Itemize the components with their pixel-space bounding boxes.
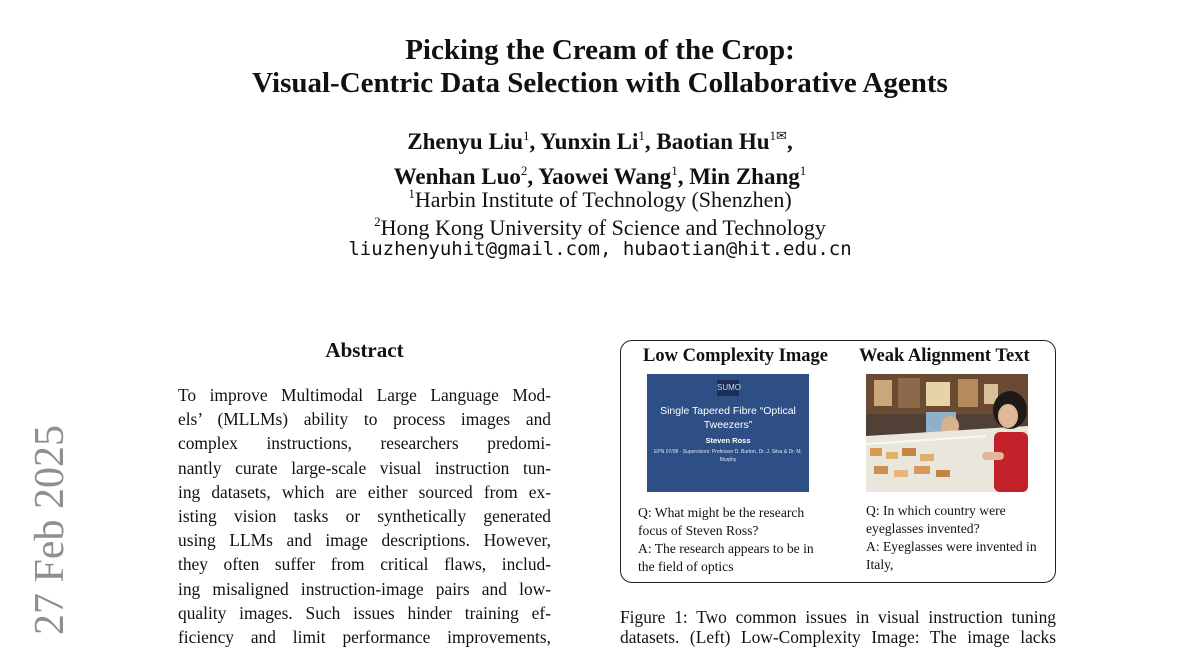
author-sup: 1	[523, 128, 530, 143]
left-panel-qa	[638, 504, 828, 576]
slide-title: Single Tapered Fibre “Optical Tweezers”	[660, 405, 796, 431]
figure-1-caption	[620, 607, 1056, 647]
affiliation-text: Harbin Institute of Technology (Shenzhen)	[414, 187, 792, 212]
paper-title	[0, 34, 1200, 100]
abstract-line: ing datasets, which are either sourced from ex-	[178, 481, 551, 502]
abstract-line: using LLMs and image descriptions. However,	[178, 530, 551, 551]
affiliation-2	[0, 208, 1200, 241]
abstract-line: ing misaligned instruction-image pairs and low-	[178, 578, 551, 599]
abstract-line: To improve Multimodal Large Language Mod-	[178, 385, 551, 405]
affiliation-text: Hong Kong University of Science and Technology	[380, 215, 826, 240]
author-name: Zhenyu Liu	[407, 129, 523, 154]
slide-small-text: EPN 07/08 · Supervisors: Professor D. Burton, Dr. J. Silva & Dr. M. Murphy	[654, 449, 802, 463]
author-sup: 1	[671, 163, 678, 178]
title-line-1: Picking the Cream of the Crop:	[405, 34, 795, 66]
left-question: Q: What might be the research focus of Steven Ross?	[638, 505, 805, 538]
left-answer: A: The research appears to be in the field of optics	[638, 541, 814, 574]
affiliation-sup: 2	[374, 214, 381, 229]
bakery-photo	[866, 374, 1028, 492]
title-line-2: Visual-Centric Data Selection with Collaborative Agents	[252, 67, 948, 99]
slide-logo: SUMO	[717, 380, 739, 396]
author-name: Wenhan Luo	[393, 164, 521, 189]
abstract-line: isting vision tasks or synthetically generated	[178, 506, 551, 527]
abstract-heading: Abstract	[325, 338, 404, 362]
author-emails[interactable]: liuzhenyuhit@gmail.com, hubaotian@hit.edu.cn	[348, 238, 852, 260]
author-name: Yaowei Wang	[538, 164, 672, 189]
author-name: Baotian Hu	[656, 129, 770, 154]
arxiv-date-text: 27 Feb 2025	[27, 425, 73, 635]
right-question: Q: In which country were eyeglasses invented?	[866, 503, 1006, 536]
affiliation-sup: 1	[408, 186, 415, 201]
abstract-line: complex instructions, researchers predomi-	[178, 433, 551, 454]
abstract-line: they often suffer from critical flaws, includ-	[178, 554, 551, 575]
abstract-body	[178, 383, 551, 649]
author-sup: 2	[520, 163, 528, 178]
author-line-1: Zhenyu Liu$^1$, Yunxin Li$^1$, Baotian $Hu^{1✉}$,	[407, 128, 793, 154]
author-sup: 1	[799, 163, 807, 178]
abstract-line: els’ (MLLMs) ability to process images and	[178, 409, 551, 430]
author-sup: 1✉	[769, 128, 787, 143]
author-name: Yunxin Li	[540, 129, 639, 154]
author-sup: 1	[638, 128, 645, 143]
right-panel-qa	[866, 502, 1046, 574]
caption-line: datasets. (Left) Low-Complexity Image: The image lacks	[620, 627, 1056, 647]
bakery-scene-illustration	[866, 374, 1028, 492]
arxiv-date-stamp	[0, 425, 100, 635]
right-answer: A: Eyeglasses were invented in Italy,	[866, 539, 1037, 572]
author-name: Min Zhang	[689, 164, 800, 189]
slide-presenter: Steven Ross	[705, 436, 751, 445]
author-line-2: Wenhan Luo$^2$, Yaowei Wang$^1$, Min Zhang$^1$	[393, 163, 807, 189]
abstract-line: ficiency and limit performance improvements,	[178, 627, 551, 648]
slide-image	[647, 374, 809, 492]
left-panel-title: Low Complexity Image	[643, 346, 828, 366]
right-panel-title: Weak Alignment Text	[859, 346, 1030, 366]
caption-line: Figure 1: Two common issues in visual instruction tuning	[620, 607, 1056, 627]
abstract-line: quality images. Such issues hinder training ef-	[178, 602, 551, 623]
abstract-line: nantly curate large-scale visual instruction tun-	[178, 457, 551, 478]
